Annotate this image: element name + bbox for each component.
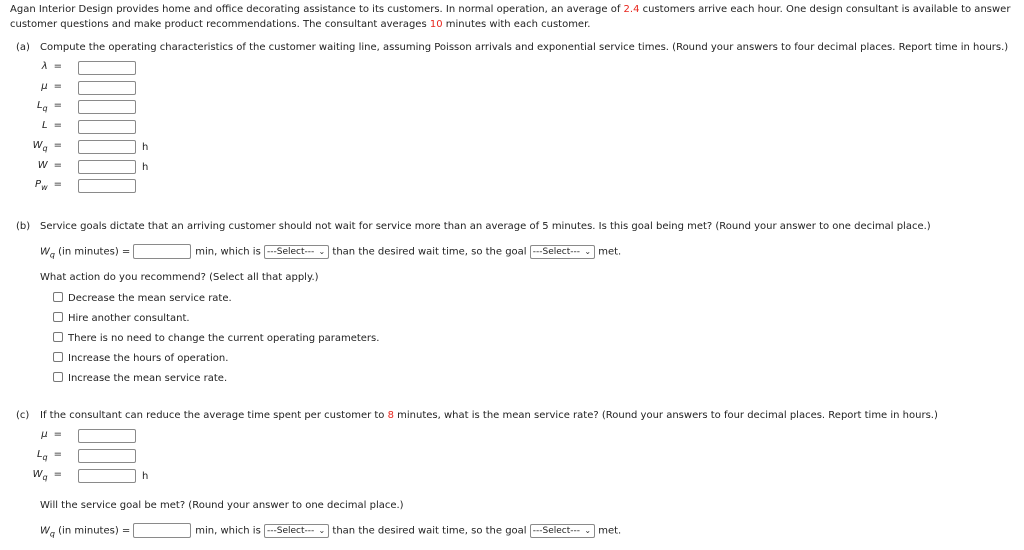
part-c-wq-minutes-input[interactable]	[133, 523, 191, 538]
mu-label: μ =	[41, 81, 62, 92]
part-b-question: (b) Service goals dictate that an arriving customer should not wait for service more than an average of 5 minutes. Is this goal being met? (Round your answer to one decimal place.)	[16, 221, 931, 232]
pw-input[interactable]	[78, 179, 136, 193]
l-label: L =	[42, 120, 62, 131]
l-input[interactable]	[78, 120, 136, 134]
part-c-goal-select[interactable]: ---Select--- ⌄	[530, 524, 595, 538]
option-decrease-service-rate[interactable]: Decrease the mean service rate.	[53, 292, 232, 304]
c-wq-input[interactable]	[78, 469, 136, 483]
lambda-label: λ =	[41, 61, 62, 72]
wq-input[interactable]	[78, 140, 136, 154]
checkbox[interactable]	[53, 332, 63, 342]
goal-question: Will the service goal be met? (Round your answer to one decimal place.)	[40, 500, 404, 511]
checkbox[interactable]	[53, 372, 63, 382]
wq-label: $W_q$ =	[32, 140, 62, 153]
arrival-rate-value: 2.4	[623, 4, 640, 15]
part-b-wq-minutes-input[interactable]	[133, 244, 191, 259]
part-c-wq-line: $W_q$ (in minutes) = min, which is ---Select--- ⌄ than the desired wait time, so the goal ---Select--- ⌄ met.	[40, 523, 621, 539]
chevron-down-icon: ⌄	[318, 525, 326, 535]
chevron-down-icon: ⌄	[584, 246, 592, 256]
part-b-comparison-select[interactable]: ---Select--- ⌄	[264, 245, 329, 259]
c-mu-label: μ =	[41, 429, 62, 440]
part-b-wq-line: $W_q$ (in minutes) = min, which is ---Select--- ⌄ than the desired wait time, so the goal ---Select--- ⌄ met.	[40, 244, 621, 260]
service-minutes-value: 10	[429, 18, 443, 30]
intro-text-1: Agan Interior Design provides home and office decorating assistance to its customers. In normal operation, an average of	[10, 4, 624, 15]
option-no-change[interactable]: There is no need to change the current operating parameters.	[53, 332, 379, 344]
c-wq-label: $W_q$ =	[32, 469, 62, 482]
option-hire-consultant[interactable]: Hire another consultant.	[53, 312, 190, 324]
intro-text-3: minutes with each customer.	[442, 18, 591, 30]
part-b-goal-select[interactable]: ---Select--- ⌄	[530, 245, 595, 259]
c-lq-label: $L_q$ =	[36, 449, 62, 462]
chevron-down-icon: ⌄	[318, 246, 326, 256]
lq-label: $L_q$ =	[36, 100, 62, 113]
part-a-question: (a) Compute the operating characteristics of the customer waiting line, assuming Poisson arrivals and exponential service times. (Round your answers to four decimal places. Report time in hours.)	[16, 42, 1009, 53]
wq-unit: h	[142, 142, 149, 153]
part-c-question: (c) If the consultant can reduce the average time spent per customer to 8 minutes, what is the mean service rate? (Round your answers to four decimal places. Report time in hours.)	[16, 410, 938, 421]
checkbox[interactable]	[53, 312, 63, 322]
w-label: W =	[37, 160, 62, 171]
checkbox[interactable]	[53, 292, 63, 302]
problem-intro	[10, 3, 1018, 32]
mu-input[interactable]	[78, 81, 136, 95]
c-mu-input[interactable]	[78, 429, 136, 443]
lambda-input[interactable]	[78, 61, 136, 75]
intro-text-2: customers arrive each hour. One design consultant is available to answer customer questions and make product recommendations. The consultant averages	[10, 4, 1011, 30]
checkbox[interactable]	[53, 352, 63, 362]
action-question: What action do you recommend? (Select all that apply.)	[40, 272, 319, 283]
pw-label: $P_w$ =	[35, 179, 62, 192]
w-unit: h	[142, 162, 149, 173]
lq-input[interactable]	[78, 100, 136, 114]
option-increase-hours[interactable]: Increase the hours of operation.	[53, 352, 228, 364]
c-lq-input[interactable]	[78, 449, 136, 463]
part-c-comparison-select[interactable]: ---Select--- ⌄	[264, 524, 329, 538]
w-input[interactable]	[78, 160, 136, 174]
reduced-minutes-value: 8	[387, 410, 394, 421]
chevron-down-icon: ⌄	[584, 525, 592, 535]
c-wq-unit: h	[142, 471, 149, 482]
option-increase-service-rate[interactable]: Increase the mean service rate.	[53, 372, 227, 384]
